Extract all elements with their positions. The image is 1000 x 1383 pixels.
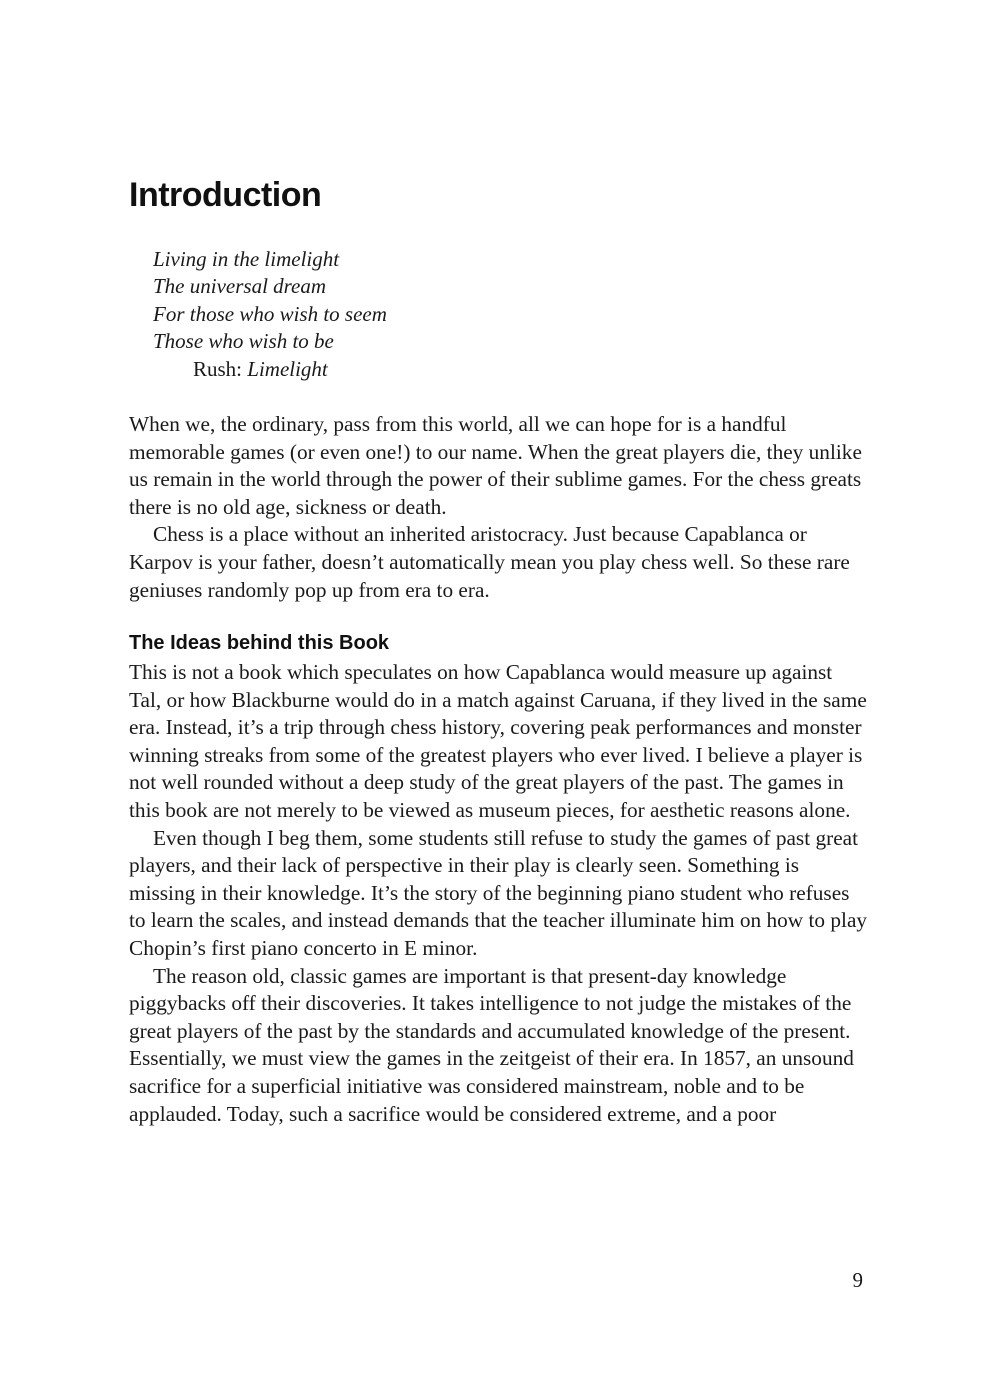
chapter-title: Introduction — [129, 176, 322, 214]
paragraph: When we, the ordinary, pass from this world, all we can hope for is a handful memorable games (or even one!) to our name. When the great players die, they unlike us remain in the world through the power of their sublime games. For the chess greats there is no old age, sickness or death. — [129, 412, 862, 519]
page-number: 9 — [852, 1268, 863, 1292]
section-text — [129, 659, 869, 1128]
epigraph-work: Limelight — [247, 356, 328, 381]
epigraph-line: The universal dream — [153, 274, 327, 299]
paragraph: This is not a book which speculates on how Capablanca would measure up against Tal, or how Blackburne would do in a match against Caruana, if they lived in the same era. Instead, it’s a trip through chess history, covering peak performances and monster winning streaks from some of the greatest players who ever lived. I believe a player is not well rounded without a deep study of the great players of the past. The games in this book are not merely to be viewed as museum pieces, for aesthetic reasons alone. — [129, 660, 867, 822]
paragraph: Even though I beg them, some students still refuse to study the games of past great players, and their lack of perspective in their play is clearly seen. Something is missing in their knowledge. It’s the story of the beginning piano student who refuses to learn the scales, and instead demands that the teacher illuminate him on how to play Chopin’s first piano concerto in E minor. — [129, 825, 868, 960]
paragraph: The reason old, classic games are important is that present-day knowledge piggybacks off their discoveries. It takes intelligence to not judge the mistakes of the great players of the past by the standards and accumulated knowledge of the present. Essentially, we must view the games in the zeitgeist of their era. In 1857, an unsound sacrifice for a superficial initiative was considered mainstream, noble and to be applauded. Today, such a sacrifice would be considered extreme, and a poor — [129, 963, 854, 1126]
epigraph — [153, 246, 387, 383]
epigraph-author: Rush: — [193, 356, 248, 381]
book-page — [129, 0, 869, 1383]
intro-text — [129, 411, 869, 604]
epigraph-line: Those who wish to be — [153, 329, 334, 354]
epigraph-line: Living in the limelight — [153, 247, 340, 271]
epigraph-line: For those who wish to seem — [153, 301, 387, 326]
paragraph: Chess is a place without an inherited aristocracy. Just because Capablanca or Karpov is your father, doesn’t automatically mean you play chess well. So these rare geniuses randomly pop up from era to era. — [129, 522, 850, 602]
section-heading: The Ideas behind this Book — [129, 632, 390, 654]
epigraph-attribution — [153, 356, 387, 383]
